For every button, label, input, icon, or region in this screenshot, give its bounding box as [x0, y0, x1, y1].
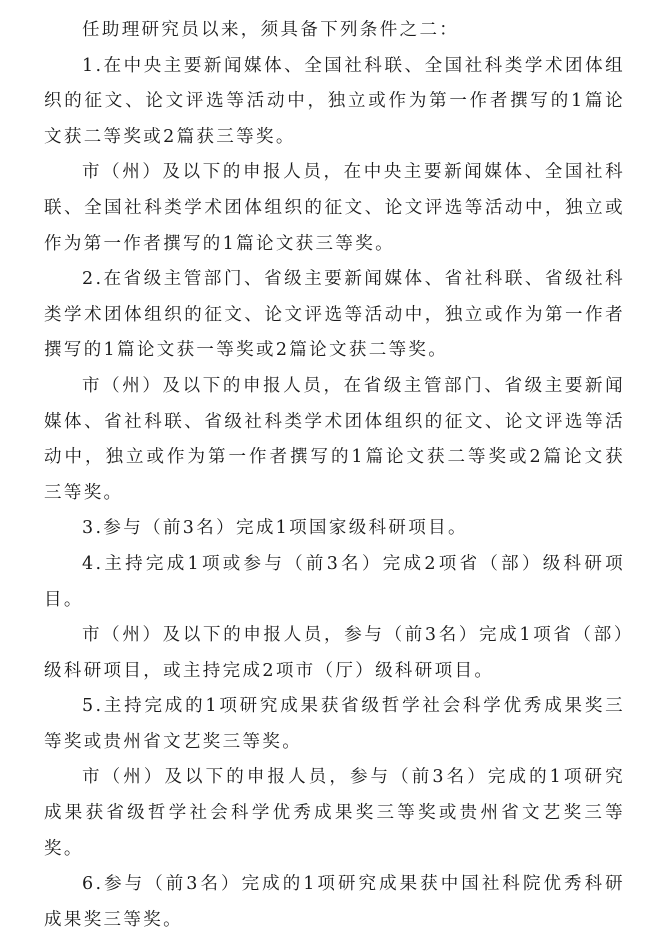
condition-3-paragraph: 3.参与（前3名）完成1项国家级科研项目。 — [82, 518, 468, 539]
condition-5-local-paragraph: 市（州）及以下的申报人员，参与（前3名）完成的1项研究成果获省级哲学社会科学优秀成果奖三等奖或贵州省文艺奖三等奖。 — [44, 767, 625, 859]
condition-5-paragraph: 5.主持完成的1项研究成果获省级哲学社会科学优秀成果奖三等奖或贵州省文艺奖三等奖。 — [44, 696, 625, 752]
condition-4-local-paragraph: 市（州）及以下的申报人员，参与（前3名）完成1项省（部）级科研项目，或主持完成2项市（厅）级科研项目。 — [44, 625, 625, 681]
condition-2-local-paragraph: 市（州）及以下的申报人员，在省级主管部门、省级主要新闻媒体、省社科联、省级社科类学术团体组织的征文、论文评选等活动中，独立或作为第一作者撰写的1篇论文获二等奖或2篇论文获三等奖。 — [44, 375, 625, 503]
document-body — [0, 13, 647, 938]
intro-paragraph: 任助理研究员以来，须具备下列条件之二： — [82, 20, 460, 40]
condition-1-local-paragraph: 市（州）及以下的申报人员，在中央主要新闻媒体、全国社科联、全国社科类学术团体组织的征文、论文评选等活动中，独立或作为第一作者撰写的1篇论文获三等奖。 — [44, 162, 625, 254]
condition-6-paragraph: 6.参与（前3名）完成的1项研究成果获中国社科院优秀科研成果奖三等奖。 — [44, 874, 625, 930]
condition-2-paragraph: 2.在省级主管部门、省级主要新闻媒体、省社科联、省级社科类学术团体组织的征文、论文评选等活动中，独立或作为第一作者撰写的1篇论文获一等奖或2篇论文获二等奖。 — [44, 269, 625, 361]
condition-4-paragraph: 4.主持完成1项或参与（前3名）完成2项省（部）级科研项目。 — [44, 553, 625, 610]
condition-1-paragraph: 1.在中央主要新闻媒体、全国社科联、全国社科类学术团体组织的征文、论文评选等活动中，独立或作为第一作者撰写的1篇论文获二等奖或2篇获三等奖。 — [44, 55, 625, 147]
